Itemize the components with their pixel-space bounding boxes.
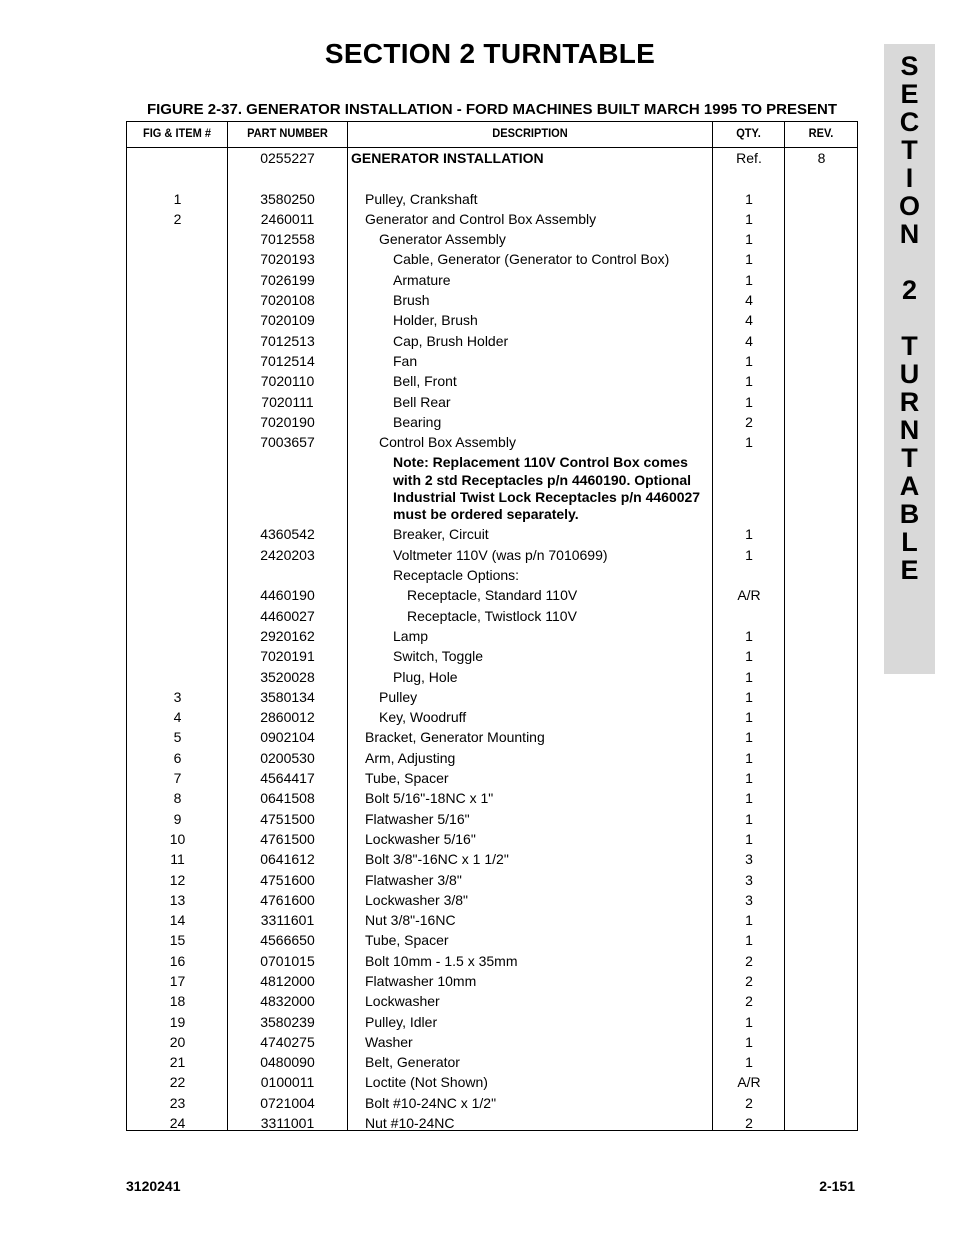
- qty-cell: 3: [745, 891, 753, 908]
- table-row: [127, 371, 857, 391]
- qty-cell: 1: [745, 688, 753, 705]
- table-row: [127, 1113, 857, 1133]
- table-row: [127, 1072, 857, 1092]
- fig-item-cell: 8: [173, 790, 182, 807]
- part-number-cell: 7020108: [260, 292, 315, 309]
- table-row: [127, 727, 857, 747]
- qty-cell: 1: [745, 912, 753, 929]
- part-number-cell: 7020190: [260, 413, 315, 430]
- description-cell: Lamp: [393, 627, 429, 644]
- part-number-cell: 4566650: [260, 932, 315, 949]
- part-number-cell: 4751500: [260, 810, 315, 827]
- description-cell: Bell Rear: [393, 393, 451, 410]
- header-description: DESCRIPTION: [492, 126, 568, 140]
- fig-item-cell: 1: [173, 190, 182, 207]
- side-tab-letters: [884, 52, 935, 584]
- part-number-cell: 3520028: [260, 668, 315, 685]
- side-tab-letter: N: [899, 219, 920, 249]
- description-cell: Switch, Toggle: [393, 648, 484, 665]
- part-number-cell: 3580134: [260, 688, 315, 705]
- part-number-cell: 4812000: [260, 972, 315, 989]
- fig-item-cell: 13: [169, 891, 186, 908]
- part-number-cell: 4761500: [260, 830, 315, 847]
- description-cell: Generator Assembly: [379, 231, 506, 248]
- table-row: [127, 524, 857, 544]
- fig-item-cell: 2: [173, 210, 182, 227]
- description-cell: Bolt #10-24NC x 1/2": [365, 1094, 497, 1111]
- fig-item-cell: 11: [170, 851, 185, 868]
- description-cell: Fan: [393, 352, 418, 369]
- table-row: [127, 646, 857, 666]
- table-row: [127, 392, 857, 412]
- fig-item-cell: 5: [173, 729, 182, 746]
- description-cell: Lockwasher 5/16": [365, 830, 476, 847]
- side-tab-letter: E: [900, 79, 919, 109]
- qty-cell: 1: [745, 352, 753, 369]
- part-number-cell: 7020110: [260, 373, 315, 390]
- side-tab-letter: C: [899, 107, 920, 137]
- description-cell: Receptacle Options:: [393, 567, 520, 584]
- part-number-cell: 0480090: [260, 1054, 315, 1071]
- side-tab-letter: U: [899, 359, 920, 389]
- qty-cell: 1: [745, 546, 753, 563]
- qty-cell: 2: [745, 972, 753, 989]
- side-tab-letter: S: [900, 51, 919, 81]
- side-tab-letter: 2: [901, 275, 918, 305]
- description-cell: Receptacle, Standard 110V: [407, 587, 578, 604]
- table-row: [127, 707, 857, 727]
- qty-cell: 1: [745, 830, 753, 847]
- part-number-cell: 0721004: [260, 1094, 315, 1111]
- description-cell: Control Box Assembly: [379, 434, 516, 451]
- part-number-cell: 4740275: [260, 1033, 315, 1050]
- qty-cell: 1: [745, 526, 753, 543]
- part-number-cell: 0100011: [260, 1074, 315, 1091]
- fig-item-cell: 9: [173, 810, 182, 827]
- side-tab-letter: E: [900, 555, 919, 585]
- qty-cell: 1: [745, 393, 753, 410]
- description-cell: Loctite (Not Shown): [365, 1074, 488, 1091]
- description-cell: Breaker, Circuit: [393, 526, 489, 543]
- qty-cell: 1: [745, 271, 753, 288]
- table-row: [127, 809, 857, 829]
- qty-cell: 1: [745, 434, 753, 451]
- part-number-cell: 0902104: [260, 729, 315, 746]
- fig-item-cell: 16: [169, 952, 186, 969]
- fig-item-cell: 14: [169, 912, 186, 929]
- qty-cell: A/R: [737, 1074, 761, 1091]
- part-number-cell: 3580239: [260, 1013, 315, 1030]
- qty-cell: 1: [745, 709, 753, 726]
- part-number-cell: 7026199: [260, 271, 315, 288]
- table-row: [127, 606, 857, 626]
- description-cell: Bolt 5/16"-18NC x 1": [365, 790, 494, 807]
- part-number-cell: 7020111: [261, 393, 314, 410]
- part-number-cell: 0255227: [260, 150, 315, 166]
- table-row: [127, 270, 857, 290]
- fig-item-cell: 21: [169, 1054, 186, 1071]
- part-number-cell: 3580250: [260, 190, 315, 207]
- fig-item-cell: 24: [169, 1115, 186, 1132]
- table-row: [127, 748, 857, 768]
- header-fig-item: FIG & ITEM #: [142, 126, 212, 140]
- description-cell: Pulley: [379, 688, 418, 705]
- parts-table: [126, 121, 858, 1131]
- table-row: [127, 545, 857, 565]
- description-cell: Note: Replacement 110V Control Box comes with 2 std Receptacles p/n 4460190. Optional Industrial Twist Lock Receptacles p/n 4460027 must be ordered separately.: [393, 454, 701, 523]
- part-number-cell: 7020109: [260, 312, 315, 329]
- figure-title: FIGURE 2-37. GENERATOR INSTALLATION - FORD MACHINES BUILT MARCH 1995 TO PRESENT: [146, 101, 838, 118]
- description-cell: Nut 3/8"-16NC: [365, 912, 456, 929]
- header-part-number: PART NUMBER: [247, 126, 328, 140]
- side-tab-letter: N: [899, 415, 920, 445]
- table-row: [127, 626, 857, 646]
- description-cell: Belt, Generator: [365, 1054, 460, 1071]
- table-row: [127, 229, 857, 249]
- fig-item-cell: 18: [169, 993, 186, 1010]
- table-row: [127, 331, 857, 351]
- description-cell: Cap, Brush Holder: [393, 332, 509, 349]
- qty-cell: 1: [745, 770, 753, 787]
- description-cell: Washer: [365, 1033, 413, 1050]
- qty-cell: 1: [745, 790, 753, 807]
- description-cell: Receptacle, Twistlock 110V: [407, 607, 577, 624]
- table-row: [127, 209, 857, 229]
- qty-cell: 1: [745, 190, 753, 207]
- qty-cell: 4: [745, 312, 753, 329]
- qty-cell: 3: [745, 871, 753, 888]
- table-row: [127, 148, 857, 168]
- qty-cell: 1: [745, 749, 753, 766]
- description-cell: Brush: [393, 292, 430, 309]
- fig-item-cell: 22: [169, 1074, 186, 1091]
- doc-number: 3120241: [126, 1178, 181, 1194]
- fig-item-cell: 4: [173, 709, 182, 726]
- table-row: [127, 1052, 857, 1072]
- header-qty: QTY.: [736, 126, 761, 140]
- table-row: [127, 1093, 857, 1113]
- table-row: [127, 290, 857, 310]
- table-row: [127, 1032, 857, 1052]
- part-number-cell: 7012558: [260, 231, 315, 248]
- table-row: [127, 351, 857, 371]
- rev-cell: 8: [817, 150, 826, 166]
- part-number-cell: 0200530: [260, 749, 315, 766]
- section-title: SECTION 2 TURNTABLE: [324, 38, 656, 69]
- qty-cell: Ref.: [736, 150, 762, 166]
- description-cell: Bracket, Generator Mounting: [365, 729, 545, 746]
- table-row: [127, 249, 857, 269]
- part-number-cell: 4460027: [260, 607, 315, 624]
- description-cell: Tube, Spacer: [365, 932, 449, 949]
- table-row: [127, 951, 857, 971]
- table-row: [127, 585, 857, 605]
- description-cell: Generator and Control Box Assembly: [365, 210, 597, 227]
- table-row: [127, 1012, 857, 1032]
- table-row: [127, 667, 857, 687]
- table-row: [127, 849, 857, 869]
- table-row: [127, 788, 857, 808]
- qty-cell: 1: [745, 648, 753, 665]
- part-number-cell: 4761600: [260, 891, 315, 908]
- side-tab-letter: L: [901, 527, 918, 557]
- table-header: [127, 122, 857, 148]
- description-cell: Armature: [393, 271, 451, 288]
- qty-cell: A/R: [737, 587, 761, 604]
- table-row: [127, 412, 857, 432]
- qty-cell: 2: [745, 952, 753, 969]
- fig-item-cell: 23: [169, 1094, 186, 1111]
- table-row: [127, 565, 857, 585]
- part-number-cell: 2920162: [260, 627, 315, 644]
- qty-cell: 1: [745, 627, 753, 644]
- description-cell: Bell, Front: [393, 373, 457, 390]
- table-row: [127, 870, 857, 890]
- qty-cell: 1: [745, 1033, 753, 1050]
- header-rev: REV.: [808, 126, 834, 140]
- qty-cell: 1: [745, 729, 753, 746]
- qty-cell: 1: [745, 1054, 753, 1071]
- description-cell: Cable, Generator (Generator to Control Box): [393, 251, 670, 268]
- qty-cell: 4: [745, 292, 753, 309]
- description-cell: Flatwasher 10mm: [365, 972, 477, 989]
- fig-item-cell: 10: [169, 830, 186, 847]
- qty-cell: 2: [745, 413, 753, 430]
- qty-cell: 2: [745, 993, 753, 1010]
- table-row: [127, 991, 857, 1011]
- qty-cell: 1: [745, 210, 753, 227]
- part-number-cell: 7003657: [260, 434, 315, 451]
- description-cell: Voltmeter 110V (was p/n 7010699): [393, 546, 608, 563]
- part-number-cell: 0701015: [260, 952, 315, 969]
- table-row: [127, 768, 857, 788]
- qty-cell: 2: [745, 1094, 753, 1111]
- table-row: [127, 890, 857, 910]
- part-number-cell: 0641508: [260, 790, 315, 807]
- description-cell: Holder, Brush: [393, 312, 478, 329]
- side-tab-letter: T: [901, 331, 918, 361]
- part-number-cell: 3311001: [260, 1115, 315, 1132]
- side-tab-letter: I: [905, 163, 914, 193]
- side-tab-letter: A: [899, 471, 920, 501]
- side-tab-letter: T: [901, 443, 918, 473]
- part-number-cell: 2420203: [260, 546, 315, 563]
- part-number-cell: 2460011: [260, 210, 315, 227]
- side-tab-letter: T: [901, 135, 918, 165]
- side-tab-letter: O: [898, 191, 920, 221]
- fig-item-cell: 12: [169, 871, 186, 888]
- side-tab-letter: R: [899, 387, 920, 417]
- description-cell: Flatwasher 3/8": [365, 871, 462, 888]
- part-number-cell: 7012513: [260, 332, 315, 349]
- description-cell: Tube, Spacer: [365, 770, 449, 787]
- table-row: [127, 432, 857, 452]
- fig-item-cell: 19: [169, 1013, 186, 1030]
- page-number: 2-151: [819, 1178, 855, 1194]
- table-row: [127, 687, 857, 707]
- fig-item-cell: 7: [173, 770, 182, 787]
- table-row: [127, 310, 857, 330]
- part-number-cell: 4751600: [260, 871, 315, 888]
- qty-cell: 1: [745, 932, 753, 949]
- qty-cell: 4: [745, 332, 753, 349]
- table-row: [127, 930, 857, 950]
- qty-cell: 1: [745, 373, 753, 390]
- part-number-cell: 7012514: [260, 352, 315, 369]
- description-cell: Arm, Adjusting: [365, 749, 456, 766]
- section-side-tab: [884, 44, 935, 674]
- fig-item-cell: 6: [173, 749, 182, 766]
- part-number-cell: 7020193: [260, 251, 315, 268]
- part-number-cell: 4460190: [260, 587, 315, 604]
- description-cell: Plug, Hole: [393, 668, 458, 685]
- part-number-cell: 7020191: [260, 648, 315, 665]
- fig-item-cell: 3: [173, 688, 182, 705]
- qty-cell: 1: [745, 810, 753, 827]
- table-row: [127, 189, 857, 209]
- description-cell: Lockwasher 3/8": [365, 891, 469, 908]
- fig-item-cell: 15: [169, 932, 186, 949]
- description-cell: Nut #10-24NC: [365, 1115, 455, 1132]
- description-cell: Pulley, Idler: [365, 1013, 438, 1030]
- description-cell: Bearing: [393, 413, 442, 430]
- part-number-cell: 0641612: [260, 851, 315, 868]
- description-cell: Pulley, Crankshaft: [365, 190, 478, 207]
- qty-cell: 2: [745, 1115, 753, 1132]
- side-tab-letter: B: [899, 499, 920, 529]
- part-number-cell: 4360542: [260, 526, 315, 543]
- table-body: [127, 148, 857, 1133]
- description-cell: Key, Woodruff: [379, 709, 467, 726]
- qty-cell: 1: [745, 668, 753, 685]
- table-row: [127, 168, 857, 188]
- part-number-cell: 4564417: [260, 770, 315, 787]
- qty-cell: 3: [745, 851, 753, 868]
- fig-item-cell: 20: [169, 1033, 186, 1050]
- qty-cell: 1: [745, 1013, 753, 1030]
- qty-cell: 1: [745, 231, 753, 248]
- description-cell: GENERATOR INSTALLATION: [351, 150, 544, 166]
- table-row: [127, 829, 857, 849]
- qty-cell: 1: [745, 251, 753, 268]
- part-number-cell: 3311601: [260, 912, 315, 929]
- part-number-cell: 4832000: [260, 993, 315, 1010]
- description-cell: Lockwasher: [365, 993, 440, 1010]
- table-row: [127, 971, 857, 991]
- table-row: [127, 910, 857, 930]
- description-cell: Bolt 10mm - 1.5 x 35mm: [365, 952, 518, 969]
- table-row: [127, 452, 857, 524]
- part-number-cell: 2860012: [260, 709, 315, 726]
- description-cell: Bolt 3/8"-16NC x 1 1/2": [365, 851, 509, 868]
- fig-item-cell: 17: [169, 972, 186, 989]
- description-cell: Flatwasher 5/16": [365, 810, 470, 827]
